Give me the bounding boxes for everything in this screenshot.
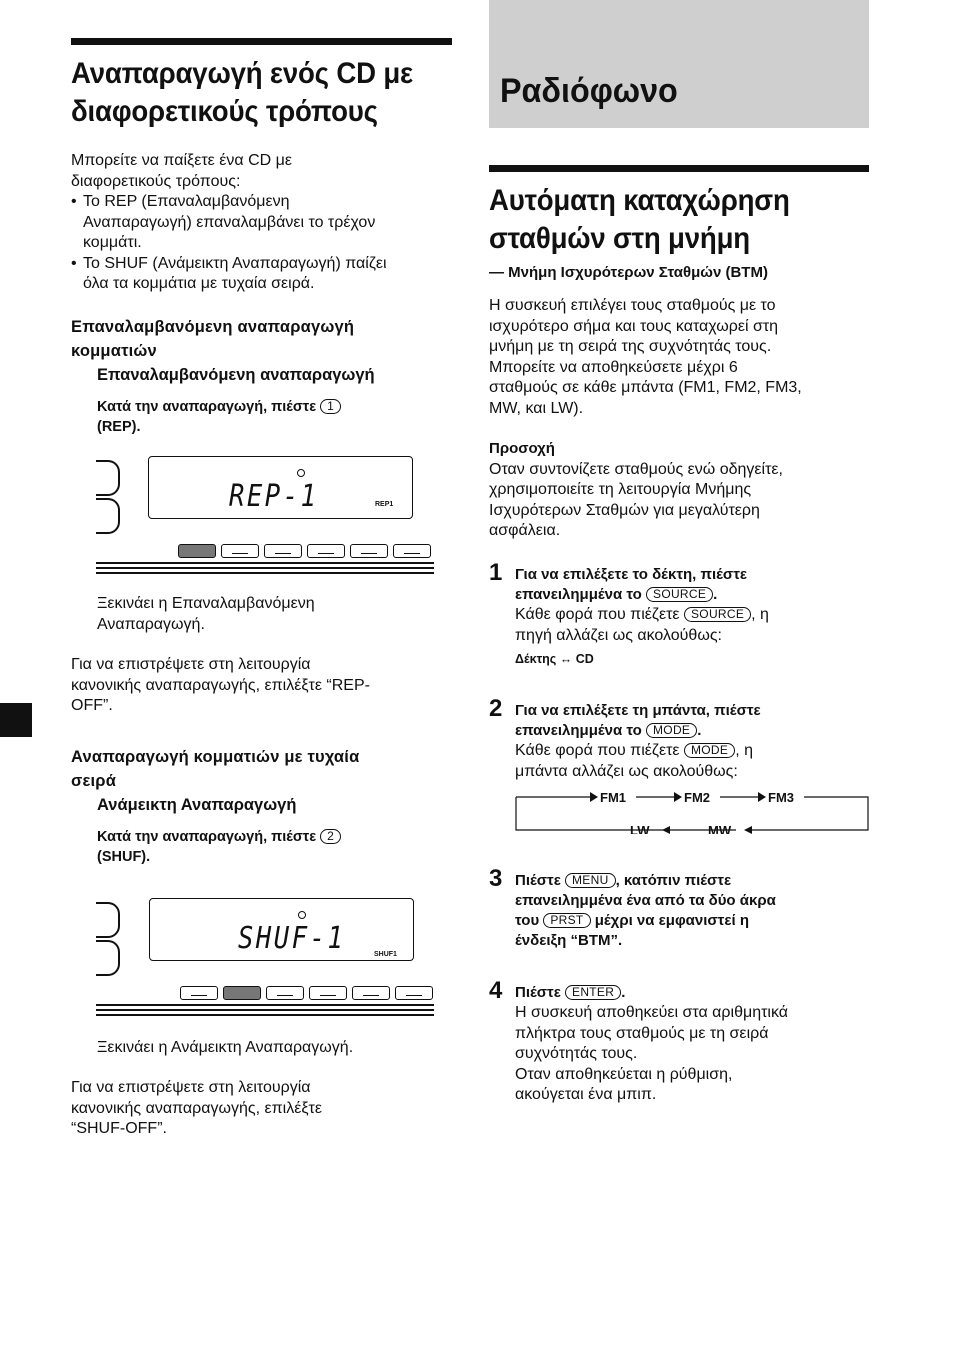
section-title-line2: σταθμών στη μνήμη (489, 222, 750, 255)
lcd-small-text: SHUF1 (374, 951, 397, 958)
section-title-line2: διαφορετικούς τρόπους (71, 95, 378, 128)
preset-button-1 (178, 544, 216, 558)
intro-line: ισχυρότερο σήμα και τους καταχωρεί στη (489, 317, 779, 335)
step-text: , η (735, 742, 753, 759)
shuf-subheading: Ανάμεικτη Αναπαραγωγή (97, 796, 297, 814)
caution-heading: Προσοχή (489, 440, 555, 457)
shuf-step-label: (SHUF). (97, 849, 151, 865)
disc-icon (297, 469, 305, 477)
step-instruction (515, 721, 869, 741)
step-text: . (713, 586, 718, 603)
band-fm2: FM2 (684, 790, 710, 805)
key-1: 1 (320, 399, 341, 414)
bullet-line: όλα τα κομμάτια με τυχαία σειρά. (83, 275, 315, 292)
rep-heading-line: Επαναλαμβανόμενη αναπαραγωγή (71, 317, 355, 336)
band-lw: LW (630, 823, 650, 834)
step-text: . (621, 984, 626, 1001)
flow-item: CD (575, 652, 594, 666)
preset-buttons (180, 986, 433, 1000)
intro-line: διαφορετικούς τρόπους: (71, 172, 241, 190)
band-mw: MW (708, 823, 732, 834)
step-instruction (515, 871, 869, 891)
lcd-main-text: REP-1 (229, 479, 319, 514)
lcd-screen (149, 898, 414, 961)
preset-button-6 (393, 544, 431, 558)
shuf-result: Ξεκινάει η Ανάμεικτη Αναπαραγωγή. (97, 1039, 354, 1056)
side-buttons-icon (96, 902, 122, 978)
intro-line: σταθμούς σε κάθε μπάντα (FM1, FM2, FM3, (489, 379, 802, 396)
bullet-dot: • (71, 254, 77, 272)
band-flow-diagram (512, 786, 872, 834)
chapter-tab-marker (0, 703, 32, 737)
preset-button-3 (264, 544, 302, 558)
step-instruction: Για να επιλέξετε τη μπάντα, πιέστε (515, 702, 761, 719)
rep-result-line: Αναπαραγωγή. (97, 615, 205, 633)
step-instruction: Για να επιλέξετε το δέκτη, πιέστε (515, 566, 748, 583)
chapter-title: Ραδιόφωνο (500, 72, 678, 110)
step-instruction (515, 911, 869, 931)
section-title (71, 55, 422, 131)
rep-return-note (71, 655, 452, 717)
rep-step-text: Κατά την αναπαραγωγή, πιέστε (97, 398, 317, 415)
caution-line: ασφάλεια. (489, 522, 561, 539)
shuf-return-line: κανονικής αναπαραγωγής, επιλέξτε (71, 1099, 322, 1117)
intro-line: Η συσκευή επιλέγει τους σταθμούς με το (489, 297, 776, 314)
right-intro (489, 296, 869, 419)
bullet-line: κομμάτι. (83, 234, 142, 251)
shuf-heading-line: Αναπαραγωγή κομματιών με τυχαία (71, 748, 360, 766)
step-number: 3 (489, 865, 503, 892)
step-2 (489, 695, 869, 782)
lcd-screen (148, 456, 413, 519)
shuf-return-line: “SHUF-OFF”. (71, 1120, 167, 1137)
step-instruction (515, 983, 869, 1003)
shuf-heading-line: σειρά (71, 772, 117, 790)
source-key: SOURCE (646, 587, 713, 602)
intro-line: Μπορείτε να αποθηκεύσετε μέχρι 6 (489, 358, 738, 376)
step-text: Πιέστε (515, 872, 561, 889)
step-text: επανειλημμένα το (515, 722, 642, 739)
step-text: , κατόπιν πιέστε (615, 872, 732, 889)
rep-heading (71, 315, 452, 363)
rep-result (97, 594, 457, 635)
shuf-step-text: Κατά την αναπαραγωγή, πιέστε (97, 829, 317, 845)
bullet-item-rep (71, 192, 452, 254)
step-note: πηγή αλλάζει ως ακολούθως: (515, 626, 722, 644)
double-arrow-icon: ↔ (559, 652, 573, 666)
intro-line: Μπορείτε να παίξετε ένα CD με (71, 152, 292, 169)
step-note (515, 741, 869, 762)
caution-line: Ισχυρότερων Σταθμών για μεγαλύτερη (489, 501, 760, 519)
mode-key: MODE (684, 743, 735, 758)
bullet-line: Αναπαραγωγή) επαναλαμβάνει το τρέχον (83, 213, 376, 231)
step-note (515, 605, 869, 626)
lcd-small-text: REP1 (375, 501, 394, 508)
step-1 (489, 559, 869, 666)
rep-heading-line: κομματιών (71, 341, 157, 360)
bullet-item-shuf (71, 254, 452, 295)
step-text: Κάθε φορά που πιέζετε (515, 606, 680, 623)
rep-return-line: Για να επιστρέψετε στη λειτουργία (71, 656, 311, 673)
step-number: 4 (489, 977, 503, 1004)
enter-key: ENTER (565, 985, 621, 1000)
step-note: ακούγεται ένα μπιπ. (515, 1086, 657, 1103)
rep-result-line: Ξεκινάει η Επαναλαμβανόμενη (97, 595, 315, 612)
step-3 (489, 865, 869, 951)
section-title-line1: Αυτόματη καταχώρηση (489, 184, 790, 217)
side-buttons-icon (96, 460, 122, 536)
preset-button-1 (180, 986, 218, 1000)
preset-button-4 (307, 544, 345, 558)
preset-button-5 (350, 544, 388, 558)
panel-rails (96, 1004, 434, 1019)
prst-key: PRST (543, 913, 590, 928)
step-text: Κάθε φορά που πιέζετε (515, 742, 680, 759)
shuf-heading (71, 745, 452, 793)
rep-subheading: Επαναλαμβανόμενη αναπαραγωγή (97, 365, 375, 384)
rep-return-line: κανονικής αναπαραγωγής, επιλέξτε “REP- (71, 676, 370, 694)
step-text: Πιέστε (515, 984, 561, 1001)
section-subtitle: — Μνήμη Ισχυρότερων Σταθμών (BTM) (489, 264, 768, 281)
preset-button-4 (309, 986, 347, 1000)
preset-button-2 (223, 986, 261, 1000)
caution-note (489, 439, 869, 542)
step-text: επανειλημμένα το (515, 586, 642, 603)
disc-icon (298, 911, 306, 919)
step-note: Η συσκευή αποθηκεύει στα αριθμητικά (515, 1004, 789, 1021)
rep-step (97, 397, 452, 437)
bullet-dot: • (71, 193, 77, 210)
step-instruction: ένδειξη “BTM”. (515, 932, 623, 949)
shuf-return-line: Για να επιστρέψετε στη λειτουργία (71, 1079, 311, 1096)
left-column (71, 38, 452, 437)
rep-section (71, 315, 452, 437)
flow-item: Δέκτης (515, 652, 557, 666)
rep-step-label: (REP). (97, 418, 141, 435)
menu-key: MENU (565, 873, 616, 888)
shuf-return-note (71, 1078, 452, 1140)
step-number: 2 (489, 695, 503, 722)
rep-display-illustration (96, 452, 436, 582)
section-title (489, 182, 839, 258)
intro-line: μνήμη με τη σειρά της συχνότητάς τους. (489, 338, 772, 355)
caution-line: Οταν συντονίζετε σταθμούς ενώ οδηγείτε, (489, 460, 783, 478)
right-section (489, 165, 869, 542)
section-rule (71, 38, 452, 45)
step-note: Οταν αποθηκεύεται η ρύθμιση, (515, 1065, 733, 1083)
key-2: 2 (320, 829, 341, 844)
lcd-main-text: SHUF-1 (238, 921, 346, 956)
step-text: , η (751, 606, 769, 623)
step-number: 1 (489, 559, 503, 586)
caution-line: χρησιμοποιείτε τη λειτουργία Μνήμης (489, 481, 752, 498)
band-fm1: FM1 (600, 790, 626, 805)
step-instruction: επανειλημμένα ένα από τα δύο άκρα (515, 892, 776, 909)
shuf-section (71, 745, 452, 867)
preset-button-3 (266, 986, 304, 1000)
step-text: μέχρι να εμφανιστεί η (594, 912, 749, 929)
panel-rails (96, 562, 434, 577)
preset-button-6 (395, 986, 433, 1000)
source-flow (515, 652, 869, 666)
step-text: . (697, 722, 702, 739)
preset-button-2 (221, 544, 259, 558)
shuf-step (97, 827, 452, 867)
intro-text (71, 151, 452, 295)
band-fm3: FM3 (768, 790, 794, 805)
source-key: SOURCE (684, 607, 751, 622)
step-text: του (515, 912, 540, 929)
intro-line: MW, και LW). (489, 399, 584, 417)
step-note: πλήκτρα τους σταθμούς με τη σειρά (515, 1024, 769, 1042)
preset-buttons (178, 544, 431, 558)
mode-key: MODE (646, 723, 697, 738)
step-instruction (515, 585, 869, 605)
step-note: συχνότητάς τους. (515, 1045, 638, 1062)
bullet-line: Το SHUF (Ανάμεικτη Αναπαραγωγή) παίζει (83, 254, 387, 272)
step-4 (489, 977, 869, 1106)
rep-return-line: OFF”. (71, 697, 113, 714)
section-rule (489, 165, 869, 172)
preset-button-5 (352, 986, 390, 1000)
section-title-line1: Αναπαραγωγή ενός CD με (71, 57, 413, 90)
step-note: μπάντα αλλάζει ως ακολούθως: (515, 762, 738, 780)
shuf-display-illustration (96, 894, 436, 1024)
bullet-line: Το REP (Επαναλαμβανόμενη (83, 193, 290, 210)
